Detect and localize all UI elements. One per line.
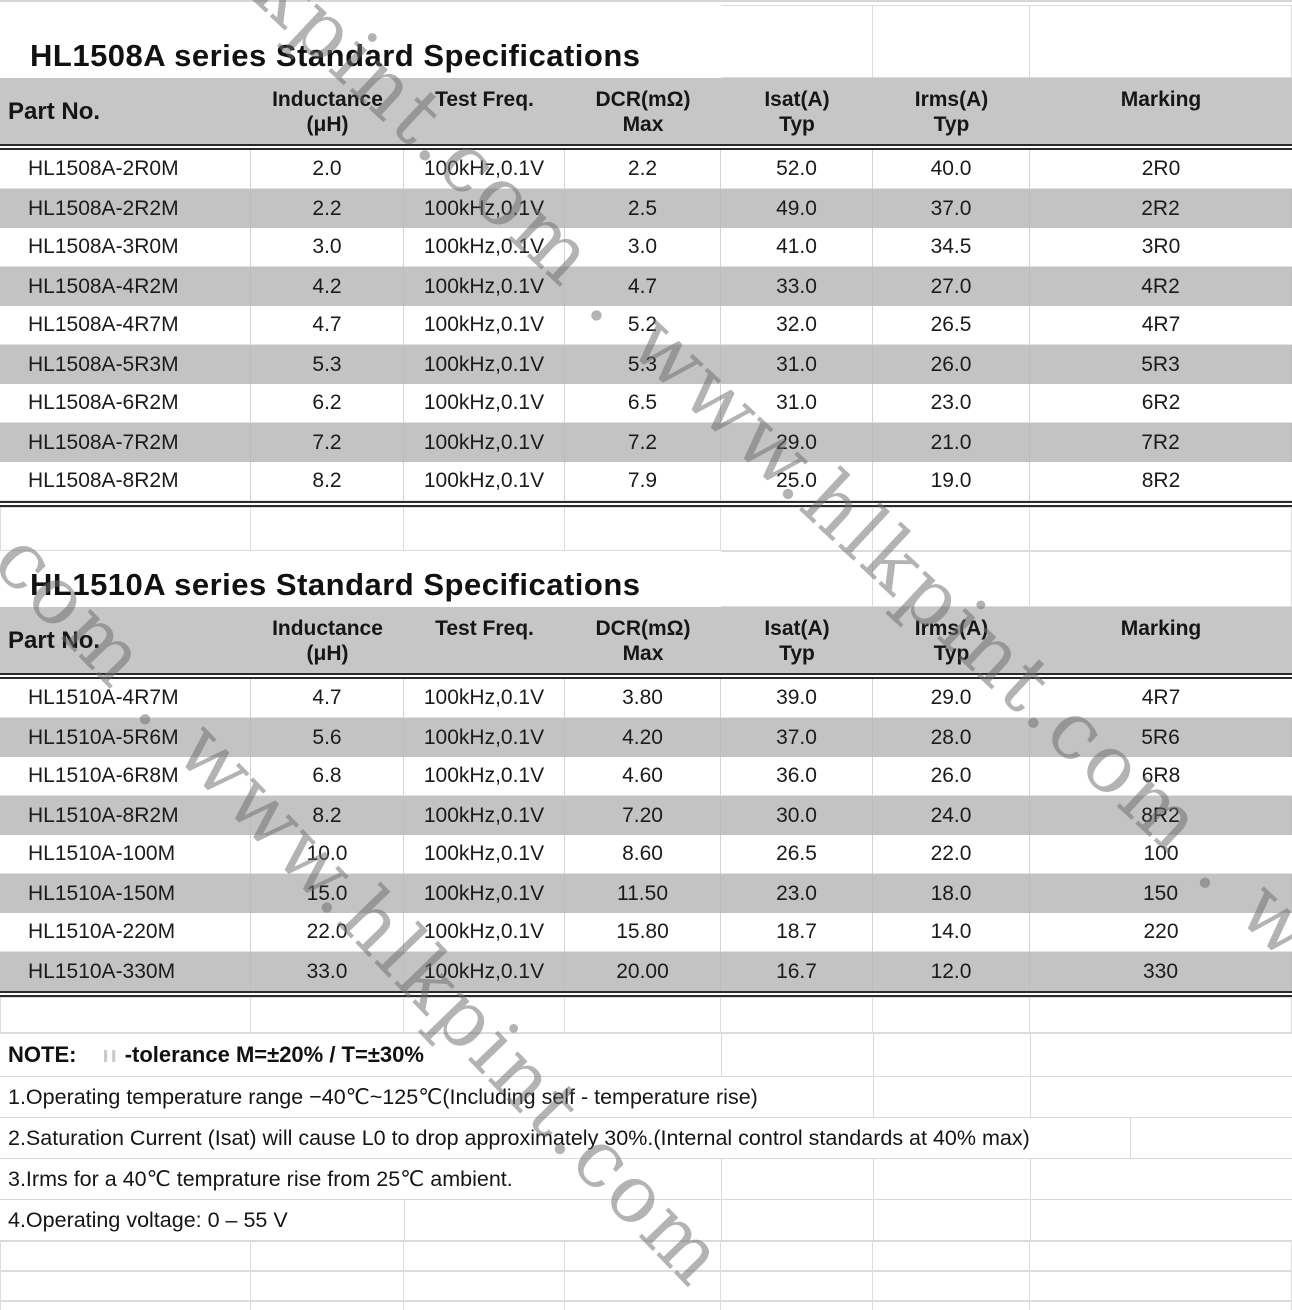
empty-cell (1030, 5, 1292, 78)
table-cell: 15.80 (565, 913, 721, 952)
table-header-row (0, 607, 1292, 673)
note-text: 4.Operating voltage: 0 – 55 V (8, 1207, 288, 1232)
table-row (0, 228, 1292, 267)
table-row (0, 384, 1292, 423)
table-cell: 8.60 (565, 835, 721, 874)
table-cell: 4R7 (1030, 679, 1292, 718)
empty-cell (1030, 997, 1292, 1033)
empty-cell (721, 1241, 873, 1271)
title-cell (0, 551, 721, 607)
table-header-row (0, 78, 1292, 144)
empty-cell (565, 1271, 721, 1301)
table-title: HL1508A series Standard Specifications (30, 38, 641, 73)
table-cell: 100kHz,0.1V (404, 757, 565, 796)
empty-cell (404, 1271, 565, 1301)
note-text: 2.Saturation Current (Isat) will cause L0 to drop approximately 30%.(Internal control standards at 40% max) (8, 1125, 1030, 1150)
table-cell: HL1508A-3R0M (0, 228, 251, 267)
table-cell: 20.00 (565, 952, 721, 991)
table-body (0, 150, 1292, 501)
table-cell: 2.0 (251, 150, 404, 189)
table-cell: 220 (1030, 913, 1292, 952)
empty-grid-row (0, 507, 1292, 551)
empty-cell (721, 997, 873, 1033)
column-header: DCR(mΩ) Max (595, 88, 691, 136)
table-cell: 4.2 (251, 267, 404, 306)
note-item (0, 1118, 1292, 1159)
empty-cell (873, 5, 1030, 78)
table-cell: HL1510A-5R6M (0, 718, 251, 757)
table-cell: 40.0 (873, 150, 1030, 189)
table-cell: HL1508A-4R2M (0, 267, 251, 306)
table-cell: 3R0 (1030, 228, 1292, 267)
table-title-row (0, 5, 1292, 78)
table-cell: 100kHz,0.1V (404, 835, 565, 874)
table-row (0, 150, 1292, 189)
table-cell: 33.0 (251, 952, 404, 991)
table-cell: 12.0 (873, 952, 1030, 991)
table-row (0, 757, 1292, 796)
empty-cell (0, 1271, 251, 1301)
gridline (721, 1200, 722, 1240)
gridline (1030, 1200, 1031, 1240)
gridline (721, 1034, 722, 1076)
note-text: 1.Operating temperature range −40℃~125℃(Including self - temperature rise) (8, 1084, 758, 1109)
empty-cell (873, 997, 1030, 1033)
table-cell: 52.0 (721, 150, 873, 189)
table-cell: 22.0 (873, 835, 1030, 874)
table-cell: 100kHz,0.1V (404, 384, 565, 423)
table-cell: 2R2 (1030, 189, 1292, 228)
column-header: Inductance (μH) (272, 88, 383, 136)
table-cell: 100 (1030, 835, 1292, 874)
table-cell: 36.0 (721, 757, 873, 796)
empty-cell (721, 551, 873, 607)
table-cell: 100kHz,0.1V (404, 952, 565, 991)
table-row (0, 718, 1292, 757)
table-cell: HL1508A-2R2M (0, 189, 251, 228)
note-item (0, 1077, 1292, 1118)
empty-grid-row (0, 1271, 1292, 1301)
table-cell: 7.20 (565, 796, 721, 835)
table-cell: 4.60 (565, 757, 721, 796)
table-cell: 6.8 (251, 757, 404, 796)
table-cell: 4.7 (251, 306, 404, 345)
table-title-row (0, 551, 1292, 607)
table-cell: 5.2 (565, 306, 721, 345)
column-header: Irms(A) Typ (914, 88, 989, 136)
spec-table-hl1510a (0, 551, 1292, 997)
empty-cell (251, 507, 404, 551)
table-cell: 16.7 (721, 952, 873, 991)
empty-cell (1030, 1271, 1292, 1301)
table-cell: 2.2 (251, 189, 404, 228)
empty-cell (1030, 551, 1292, 607)
table-cell: 25.0 (721, 462, 873, 501)
gridline (1130, 1118, 1131, 1158)
table-cell: 7R2 (1030, 423, 1292, 462)
table-cell: 49.0 (721, 189, 873, 228)
table-cell: 41.0 (721, 228, 873, 267)
gridline (404, 1200, 405, 1240)
table-title: HL1510A series Standard Specifications (30, 567, 641, 602)
table-cell: 100kHz,0.1V (404, 679, 565, 718)
empty-cell (251, 1301, 404, 1310)
empty-cell (404, 507, 565, 551)
table-cell: 100kHz,0.1V (404, 718, 565, 757)
empty-cell (721, 1301, 873, 1310)
table-cell: HL1510A-330M (0, 952, 251, 991)
empty-cell (404, 997, 565, 1033)
table-cell: 100kHz,0.1V (404, 913, 565, 952)
table-cell: 31.0 (721, 384, 873, 423)
table-cell: 2.2 (565, 150, 721, 189)
column-header: Inductance (μH) (272, 617, 383, 665)
column-header: Test Freq. (435, 617, 534, 640)
empty-cell (404, 1301, 565, 1310)
empty-cell (721, 507, 873, 551)
gridline (1030, 1159, 1031, 1199)
table-cell: 21.0 (873, 423, 1030, 462)
empty-cell (565, 997, 721, 1033)
table-cell: 32.0 (721, 306, 873, 345)
table-cell: 5R6 (1030, 718, 1292, 757)
empty-cell (251, 1241, 404, 1271)
table-cell: 100kHz,0.1V (404, 345, 565, 384)
table-cell: 6.2 (251, 384, 404, 423)
table-cell: HL1508A-5R3M (0, 345, 251, 384)
column-header: Part No. (8, 97, 101, 125)
note-label: NOTE: (8, 1042, 77, 1067)
empty-cell (0, 1301, 251, 1310)
gridline (1030, 1077, 1031, 1117)
table-cell: HL1510A-220M (0, 913, 251, 952)
table-cell: 100kHz,0.1V (404, 796, 565, 835)
table-cell: 150 (1030, 874, 1292, 913)
table-cell: HL1510A-100M (0, 835, 251, 874)
empty-cell (251, 1271, 404, 1301)
table-cell: 5.6 (251, 718, 404, 757)
table-cell: 3.80 (565, 679, 721, 718)
table-cell: 5.3 (565, 345, 721, 384)
empty-cell (565, 507, 721, 551)
column-header: Isat(A) Typ (764, 617, 830, 665)
table-row (0, 462, 1292, 501)
empty-cell (1030, 507, 1292, 551)
table-cell: 8.2 (251, 796, 404, 835)
table-cell: 37.0 (873, 189, 1030, 228)
table-cell: 3.0 (251, 228, 404, 267)
table-cell: 26.0 (873, 345, 1030, 384)
table-row (0, 423, 1292, 462)
table-cell: 30.0 (721, 796, 873, 835)
table-row (0, 913, 1292, 952)
table-cell: 100kHz,0.1V (404, 423, 565, 462)
table-cell: 4.7 (251, 679, 404, 718)
faint-tolerance-mark: ıı (102, 1042, 119, 1067)
empty-cell (0, 1241, 251, 1271)
table-cell: 2R0 (1030, 150, 1292, 189)
table-cell: 4.20 (565, 718, 721, 757)
table-cell: 100kHz,0.1V (404, 150, 565, 189)
table-cell: HL1510A-8R2M (0, 796, 251, 835)
empty-cell (404, 1241, 565, 1271)
note-header-row (0, 1033, 1292, 1077)
table-cell: 31.0 (721, 345, 873, 384)
table-cell: HL1510A-150M (0, 874, 251, 913)
empty-cell (565, 1301, 721, 1310)
empty-cell (565, 1241, 721, 1271)
gridline (873, 1200, 874, 1240)
table-cell: 29.0 (721, 423, 873, 462)
empty-cell (721, 5, 873, 78)
gridline (873, 1077, 874, 1117)
table-row (0, 267, 1292, 306)
table-cell: 39.0 (721, 679, 873, 718)
empty-grid-row (0, 997, 1292, 1033)
table-cell: 24.0 (873, 796, 1030, 835)
empty-cell (873, 507, 1030, 551)
table-cell: 4R2 (1030, 267, 1292, 306)
table-row (0, 835, 1292, 874)
table-cell: 15.0 (251, 874, 404, 913)
title-cell (0, 5, 721, 78)
column-header: Marking (1120, 88, 1202, 111)
empty-grid-row (0, 1241, 1292, 1271)
empty-cell (873, 1301, 1030, 1310)
table-body (0, 679, 1292, 991)
column-header: Test Freq. (435, 88, 534, 111)
table-cell: 7.9 (565, 462, 721, 501)
table-cell: 37.0 (721, 718, 873, 757)
table-cell: 18.7 (721, 913, 873, 952)
table-cell: HL1508A-7R2M (0, 423, 251, 462)
table-cell: 100kHz,0.1V (404, 267, 565, 306)
table-cell: 29.0 (873, 679, 1030, 718)
table-cell: 22.0 (251, 913, 404, 952)
empty-grid-row (0, 1301, 1292, 1310)
table-cell: 5.3 (251, 345, 404, 384)
table-cell: HL1508A-4R7M (0, 306, 251, 345)
gridline (721, 1159, 722, 1199)
table-cell: HL1510A-6R8M (0, 757, 251, 796)
table-cell: HL1508A-2R0M (0, 150, 251, 189)
table-cell: 6.5 (565, 384, 721, 423)
table-cell: 8R2 (1030, 796, 1292, 835)
table-cell: 330 (1030, 952, 1292, 991)
empty-cell (1030, 1241, 1292, 1271)
table-cell: 6R8 (1030, 757, 1292, 796)
column-header: Isat(A) Typ (764, 88, 830, 136)
column-header: DCR(mΩ) Max (595, 617, 691, 665)
table-cell: 33.0 (721, 267, 873, 306)
table-cell: HL1508A-8R2M (0, 462, 251, 501)
table-cell: 7.2 (565, 423, 721, 462)
table-row (0, 345, 1292, 384)
empty-cell (1030, 1301, 1292, 1310)
empty-cell (0, 507, 251, 551)
table-cell: 7.2 (251, 423, 404, 462)
table-row (0, 796, 1292, 835)
table-cell: 3.0 (565, 228, 721, 267)
column-header: Marking (1120, 617, 1202, 640)
table-cell: 18.0 (873, 874, 1030, 913)
gridline (1030, 1034, 1031, 1076)
table-cell: HL1508A-6R2M (0, 384, 251, 423)
table-cell: 100kHz,0.1V (404, 228, 565, 267)
column-header: Part No. (8, 626, 101, 654)
note-item (0, 1200, 1292, 1241)
table-cell: 6R2 (1030, 384, 1292, 423)
table-cell: 27.0 (873, 267, 1030, 306)
empty-cell (721, 1271, 873, 1301)
table-cell: 26.0 (873, 757, 1030, 796)
table-cell: 4.7 (565, 267, 721, 306)
table-cell: 19.0 (873, 462, 1030, 501)
empty-cell (873, 1271, 1030, 1301)
table-row (0, 189, 1292, 228)
table-cell: 34.5 (873, 228, 1030, 267)
table-cell: 14.0 (873, 913, 1030, 952)
table-cell: 11.50 (565, 874, 721, 913)
empty-cell (0, 997, 251, 1033)
table-cell: 100kHz,0.1V (404, 306, 565, 345)
empty-cell (873, 551, 1030, 607)
column-header: Irms(A) Typ (914, 617, 989, 665)
table-cell: 26.5 (873, 306, 1030, 345)
table-cell: 28.0 (873, 718, 1030, 757)
table-cell: HL1510A-4R7M (0, 679, 251, 718)
table-cell: 100kHz,0.1V (404, 462, 565, 501)
note-tolerance-text: -tolerance M=±20% / T=±30% (124, 1042, 424, 1067)
table-cell: 8.2 (251, 462, 404, 501)
table-row (0, 306, 1292, 345)
note-text: 3.Irms for a 40℃ temprature rise from 25℃ ambient. (8, 1166, 513, 1191)
table-cell: 5R3 (1030, 345, 1292, 384)
table-cell: 100kHz,0.1V (404, 874, 565, 913)
table-cell: 26.5 (721, 835, 873, 874)
empty-cell (873, 1241, 1030, 1271)
table-row (0, 952, 1292, 991)
gridline (873, 1159, 874, 1199)
spec-table-hl1508a (0, 5, 1292, 507)
empty-cell (251, 997, 404, 1033)
table-row (0, 874, 1292, 913)
table-row (0, 679, 1292, 718)
table-cell: 4R7 (1030, 306, 1292, 345)
table-cell: 100kHz,0.1V (404, 189, 565, 228)
table-cell: 10.0 (251, 835, 404, 874)
table-cell: 2.5 (565, 189, 721, 228)
table-cell: 8R2 (1030, 462, 1292, 501)
table-cell: 23.0 (873, 384, 1030, 423)
gridline (873, 1034, 874, 1076)
table-cell: 23.0 (721, 874, 873, 913)
note-item (0, 1159, 1292, 1200)
